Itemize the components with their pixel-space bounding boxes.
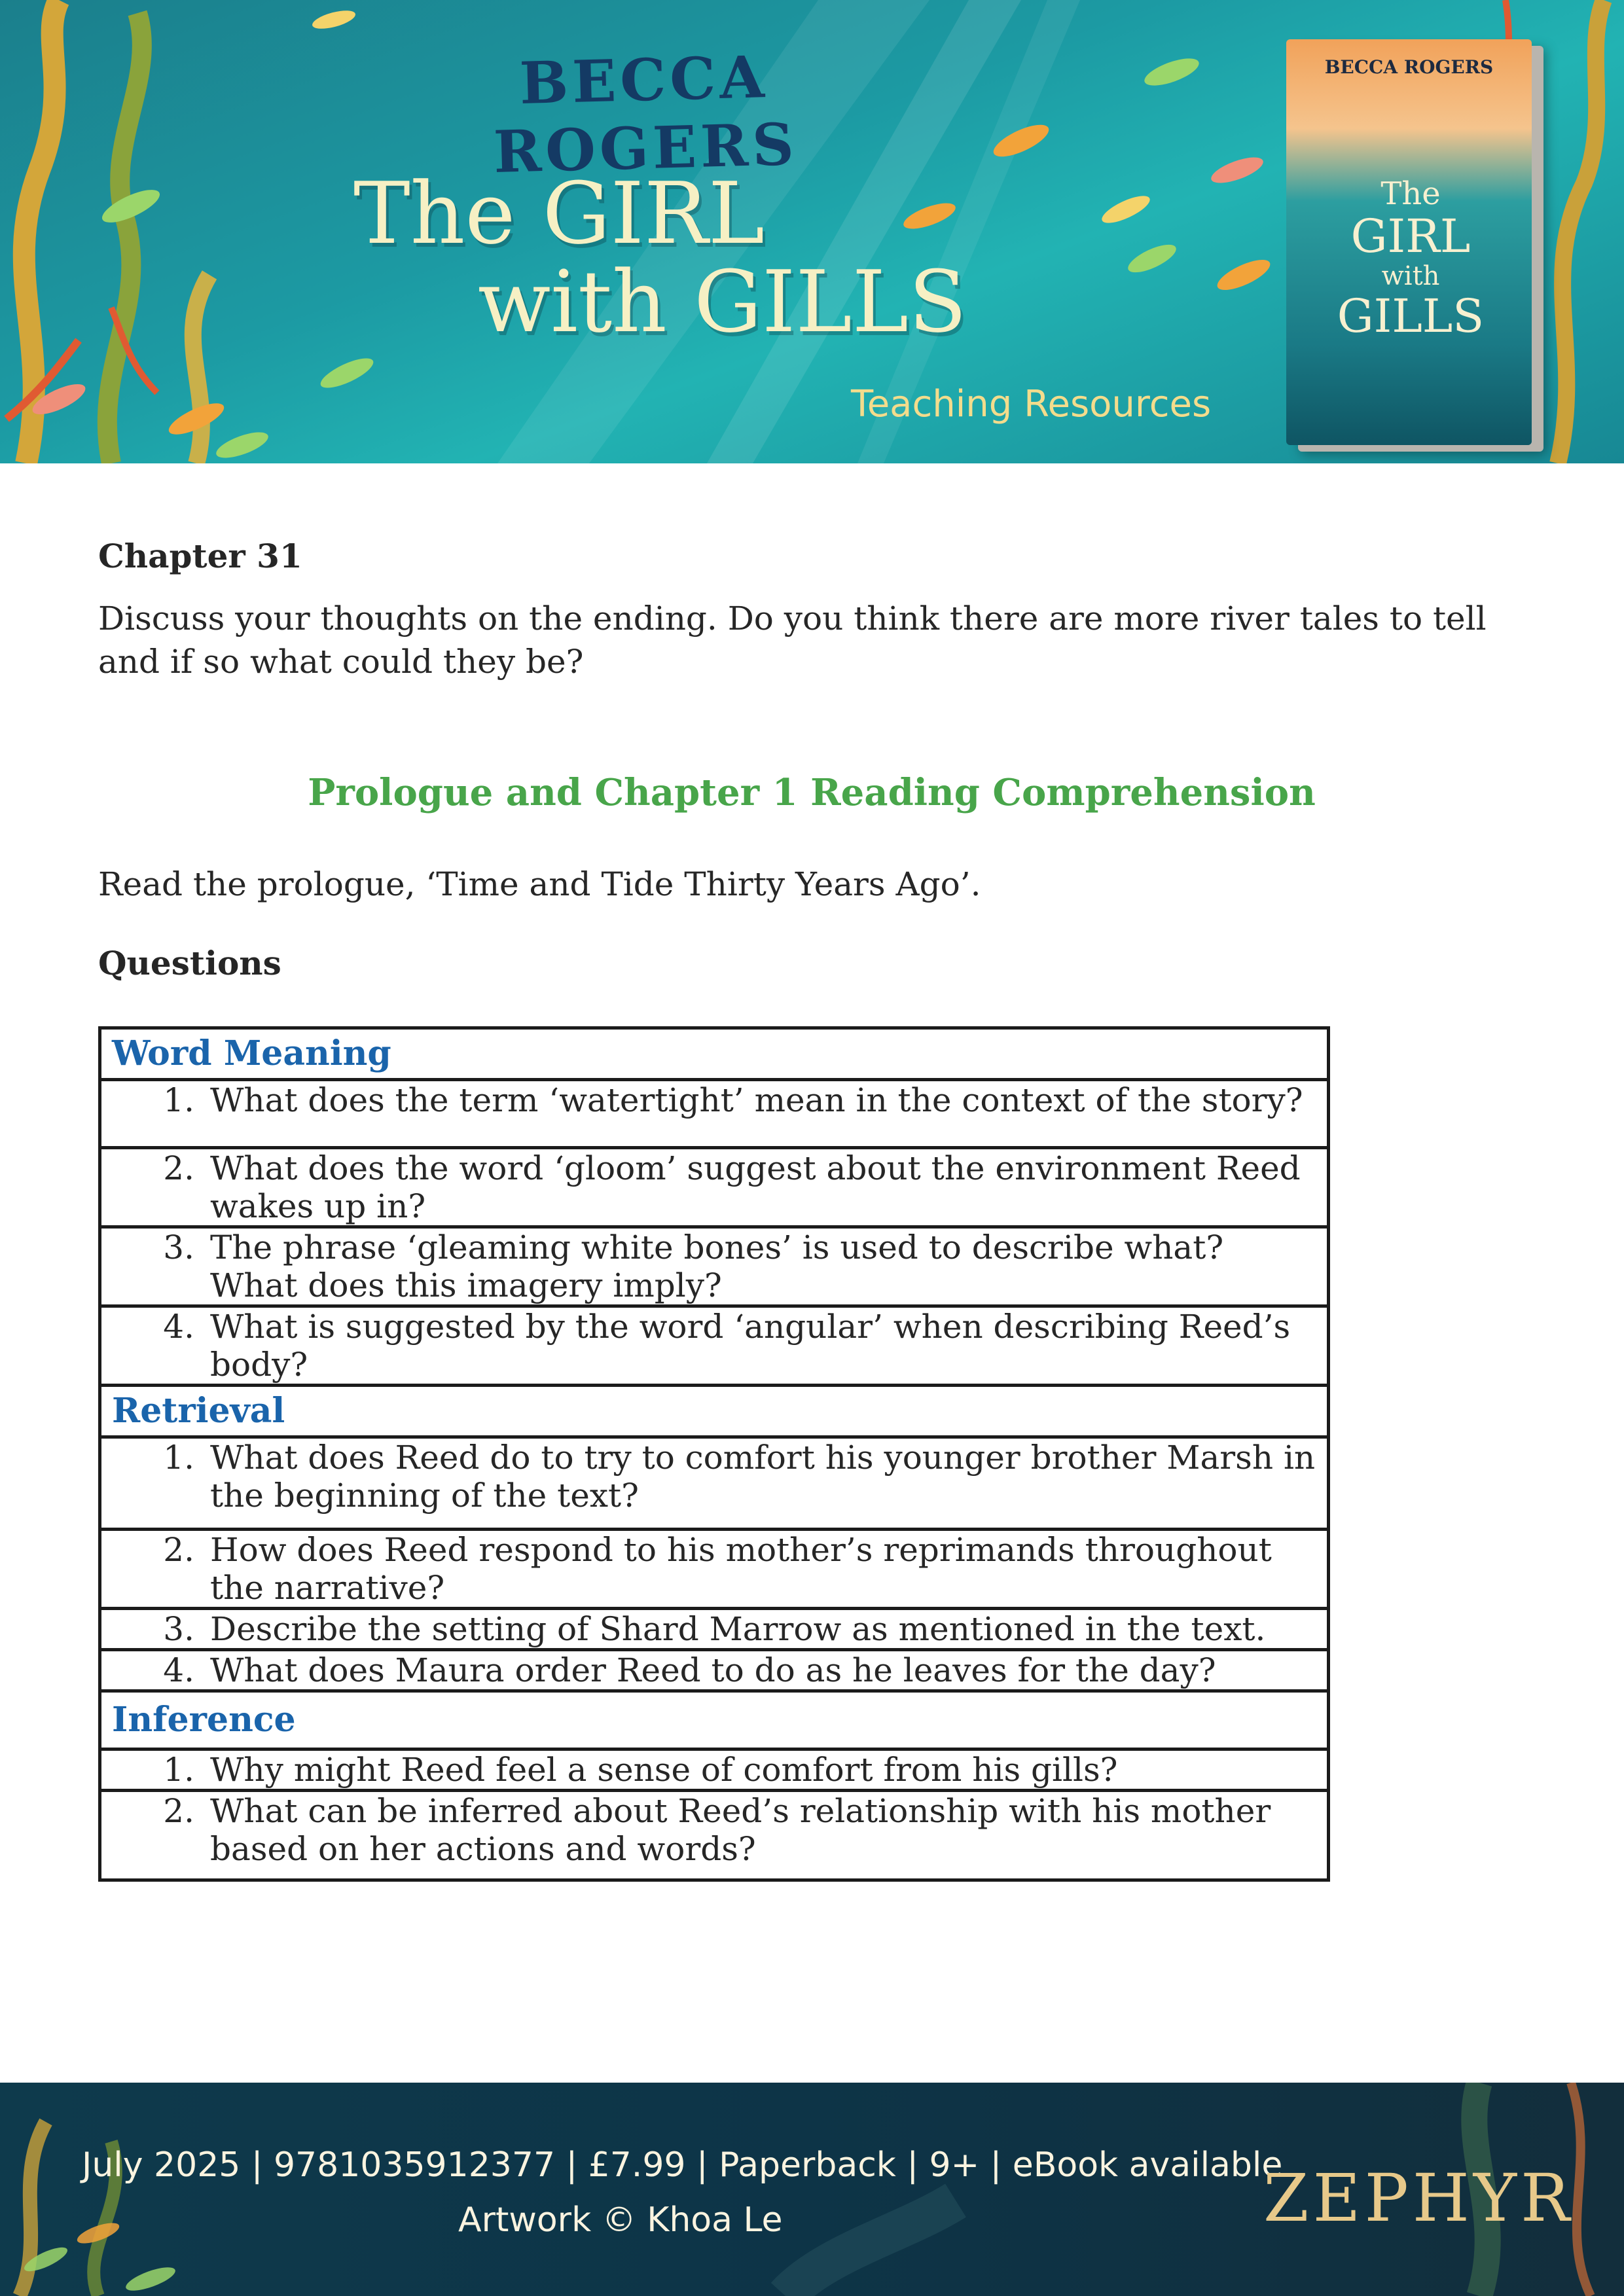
question-text: What does Maura order Reed to do as he leaves for the day? [210, 1651, 1216, 1689]
question-number: 3. [163, 1610, 194, 1648]
question-number: 2. [163, 1149, 194, 1187]
question-number: 1. [163, 1439, 194, 1477]
question-number: 4. [163, 1308, 194, 1346]
banner-subtitle: Teaching Resources [851, 383, 1212, 425]
book-title-line2: with GILLS [478, 252, 967, 351]
question-row [100, 1437, 1329, 1530]
category-retrieval: Retrieval [100, 1386, 1329, 1437]
question-row [100, 1791, 1329, 1880]
cover-title [1312, 177, 1509, 342]
book-cover [1286, 39, 1532, 445]
questions-heading: Questions [98, 944, 281, 982]
question-number: 2. [163, 1531, 194, 1569]
section-title: Prologue and Chapter 1 Reading Comprehension [308, 771, 1316, 814]
question-text: Describe the setting of Shard Marrow as mentioned in the text. [210, 1610, 1266, 1648]
category-inference: Inference [100, 1691, 1329, 1749]
header-banner [0, 0, 1624, 463]
category-word-meaning: Word Meaning [100, 1028, 1329, 1080]
author-name: BECCA ROGERS [492, 43, 799, 187]
cover-title-line3: with [1381, 261, 1440, 291]
cover-author: BECCA ROGERS [1324, 56, 1494, 78]
cover-title-line2: GIRL [1350, 209, 1471, 263]
question-number: 1. [163, 1081, 194, 1119]
question-text: Why might Reed feel a sense of comfort from his gills? [210, 1751, 1118, 1789]
question-text: The phrase ‘gleaming white bones’ is used to describe what? What does this imagery imply? [210, 1229, 1224, 1304]
question-number: 4. [163, 1651, 194, 1689]
cover-title-line4: GILLS [1337, 289, 1485, 343]
chapter-heading: Chapter 31 [98, 537, 302, 575]
cover-title-line1: The [1380, 175, 1441, 212]
question-text: What does the word ‘gloom’ suggest about the environment Reed wakes up in? [210, 1149, 1301, 1225]
question-row [100, 1749, 1329, 1791]
intro-text: Read the prologue, ‘Time and Tide Thirty Years Ago’. [98, 865, 981, 903]
question-row [100, 1306, 1329, 1386]
question-row [100, 1080, 1329, 1148]
book-details: July 2025 | 9781035912377 | £7.99 | Paperback | 9+ | eBook available [82, 2145, 1283, 2185]
question-text: How does Reed respond to his mother’s reprimands throughout the narrative? [210, 1531, 1272, 1607]
question-row [100, 1609, 1329, 1650]
question-number: 3. [163, 1229, 194, 1266]
publisher-logo: ZEPHYR [1263, 2160, 1574, 2236]
question-number: 2. [163, 1792, 194, 1830]
book-title-line1: The GIRL [353, 164, 765, 263]
category-row [100, 1028, 1329, 1080]
question-row [100, 1530, 1329, 1609]
footer [0, 2083, 1624, 2296]
category-row [100, 1691, 1329, 1749]
question-row [100, 1227, 1329, 1306]
question-text: What is suggested by the word ‘angular’ when describing Reed’s body? [210, 1308, 1291, 1384]
question-text: What does Reed do to try to comfort his younger brother Marsh in the beginning of the text? [210, 1439, 1316, 1515]
question-number: 1. [163, 1751, 194, 1789]
artwork-credit: Artwork © Khoa Le [458, 2200, 783, 2240]
category-row [100, 1386, 1329, 1437]
question-text: What does the term ‘watertight’ mean in the context of the story? [210, 1081, 1303, 1119]
questions-table [98, 1026, 1330, 1882]
question-row [100, 1148, 1329, 1227]
question-row [100, 1650, 1329, 1691]
question-text: What can be inferred about Reed’s relationship with his mother based on her actions and words? [210, 1792, 1271, 1868]
chapter-discussion-text: Discuss your thoughts on the ending. Do you think there are more river tales to tell and if so what could they be? [98, 600, 1487, 681]
